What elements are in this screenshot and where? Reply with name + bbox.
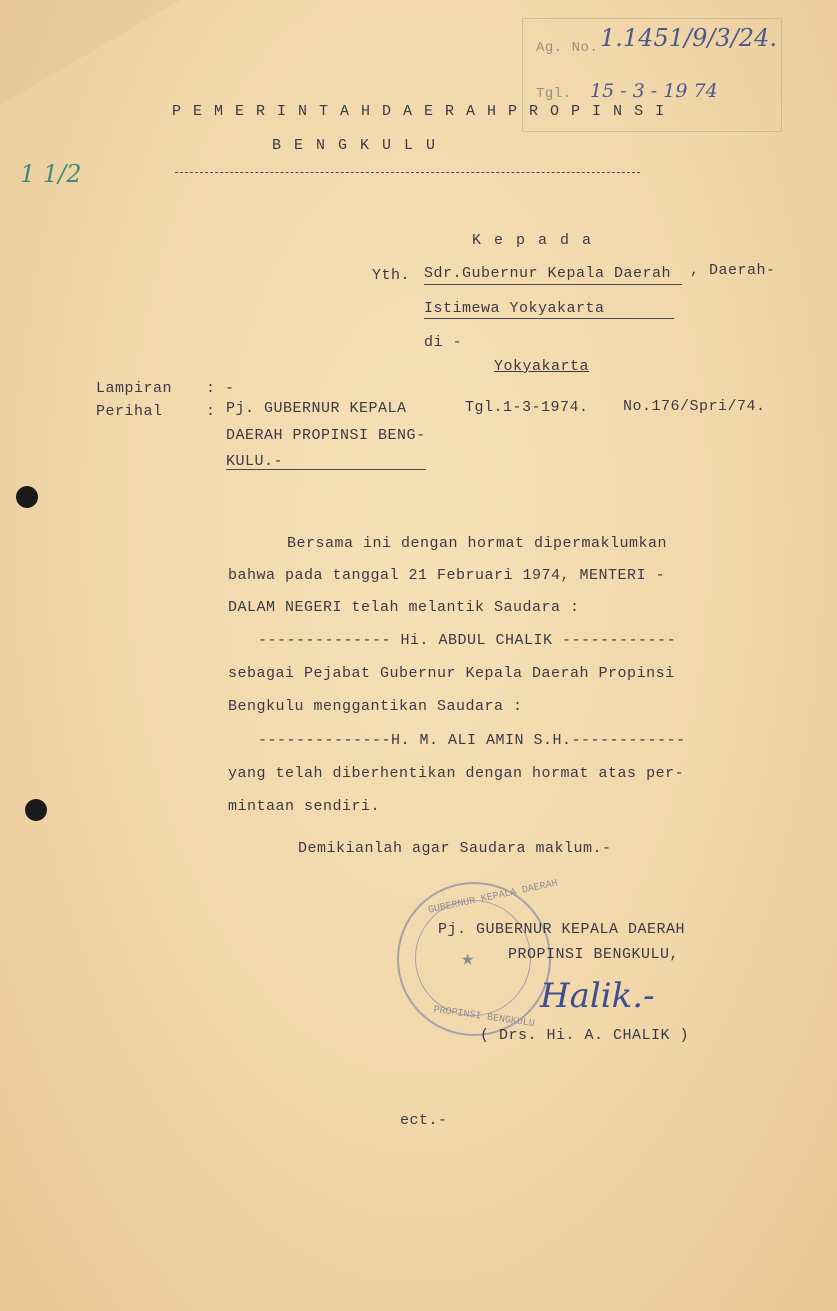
letter-date: Tgl.1-3-1974.: [465, 399, 589, 416]
body-name-1: -------------- Hi. ABDUL CHALIK ------------: [258, 632, 677, 649]
recipient-line2-underline: [424, 318, 674, 319]
body-p2-line2: Bengkulu menggantikan Saudara :: [228, 698, 523, 715]
body-p1-line1: Bersama ini dengan hormat dipermaklumkan: [287, 535, 668, 552]
perihal-line3: KULU.-: [226, 453, 284, 470]
margin-note: 1 1/2: [20, 160, 82, 188]
recipient-line1-tail: , Daerah-: [690, 262, 776, 279]
recipient-city: Yokyakarta: [494, 358, 590, 375]
body-p1-line3: DALAM NEGERI telah melantik Saudara :: [228, 599, 580, 616]
punch-hole-top: [16, 486, 38, 508]
signature-name: ( Drs. Hi. A. CHALIK ): [480, 1027, 690, 1044]
header-divider: [175, 172, 640, 173]
signature-title2: PROPINSI BENGKULU,: [508, 946, 680, 963]
signature-handwritten: Halik.-: [540, 976, 655, 1016]
recipient-yth: Yth.: [372, 267, 411, 284]
recipient-line1: Sdr.Gubernur Kepala Daerah: [424, 265, 672, 282]
agenda-no-label: Ag. No.: [536, 40, 599, 56]
seal-emblem-icon: ★: [461, 947, 475, 972]
punch-hole-bottom: [25, 799, 47, 821]
footer-ect: ect.-: [400, 1112, 448, 1129]
perihal-label: Perihal: [96, 403, 163, 420]
header-line2: B E N G K U L U: [272, 137, 438, 154]
recipient-line2: Istimewa Yokyakarta: [424, 300, 605, 317]
body-name-2: --------------H. M. ALI AMIN S.H.------------: [258, 732, 686, 749]
lampiran-value: : -: [206, 380, 235, 397]
perihal-colon: :: [206, 403, 216, 420]
perihal-line2: DAERAH PROPINSI BENG-: [226, 427, 426, 444]
header-line1: P E M E R I N T A H D A E R A H P R O P I N S I: [172, 103, 666, 120]
seal-bottom-text: PROPINSI BENGKULU: [432, 1004, 536, 1031]
lampiran-label: Lampiran: [96, 380, 173, 397]
folded-corner: [0, 0, 180, 105]
letter-number: No.176/Spri/74.: [623, 398, 766, 415]
body-closing: Demikianlah agar Saudara maklum.-: [298, 840, 612, 857]
agenda-no-handwritten: 1.1451/9/3/24.: [600, 24, 777, 52]
seal-top-text: GUBERNUR KEPALA DAERAH: [427, 878, 559, 917]
agenda-tgl-label: Tgl.: [536, 86, 572, 102]
perihal-line1: Pj. GUBERNUR KEPALA: [226, 400, 407, 417]
perihal-underline: [226, 469, 426, 470]
body-p2-line1: sebagai Pejabat Gubernur Kepala Daerah Propinsi: [228, 665, 675, 682]
signature-title1: Pj. GUBERNUR KEPALA DAERAH: [438, 921, 686, 938]
body-p3-line1: yang telah diberhentikan dengan hormat atas per-: [228, 765, 685, 782]
recipient-di: di -: [424, 334, 463, 351]
agenda-tgl-handwritten: 15 - 3 - 19 74: [590, 80, 718, 102]
body-p1-line2: bahwa pada tanggal 21 Februari 1974, MENTERI -: [228, 567, 666, 584]
recipient-kepada: K e p a d a: [472, 232, 594, 249]
recipient-line1-underline: [424, 284, 682, 285]
body-p3-line2: mintaan sendiri.: [228, 798, 381, 815]
